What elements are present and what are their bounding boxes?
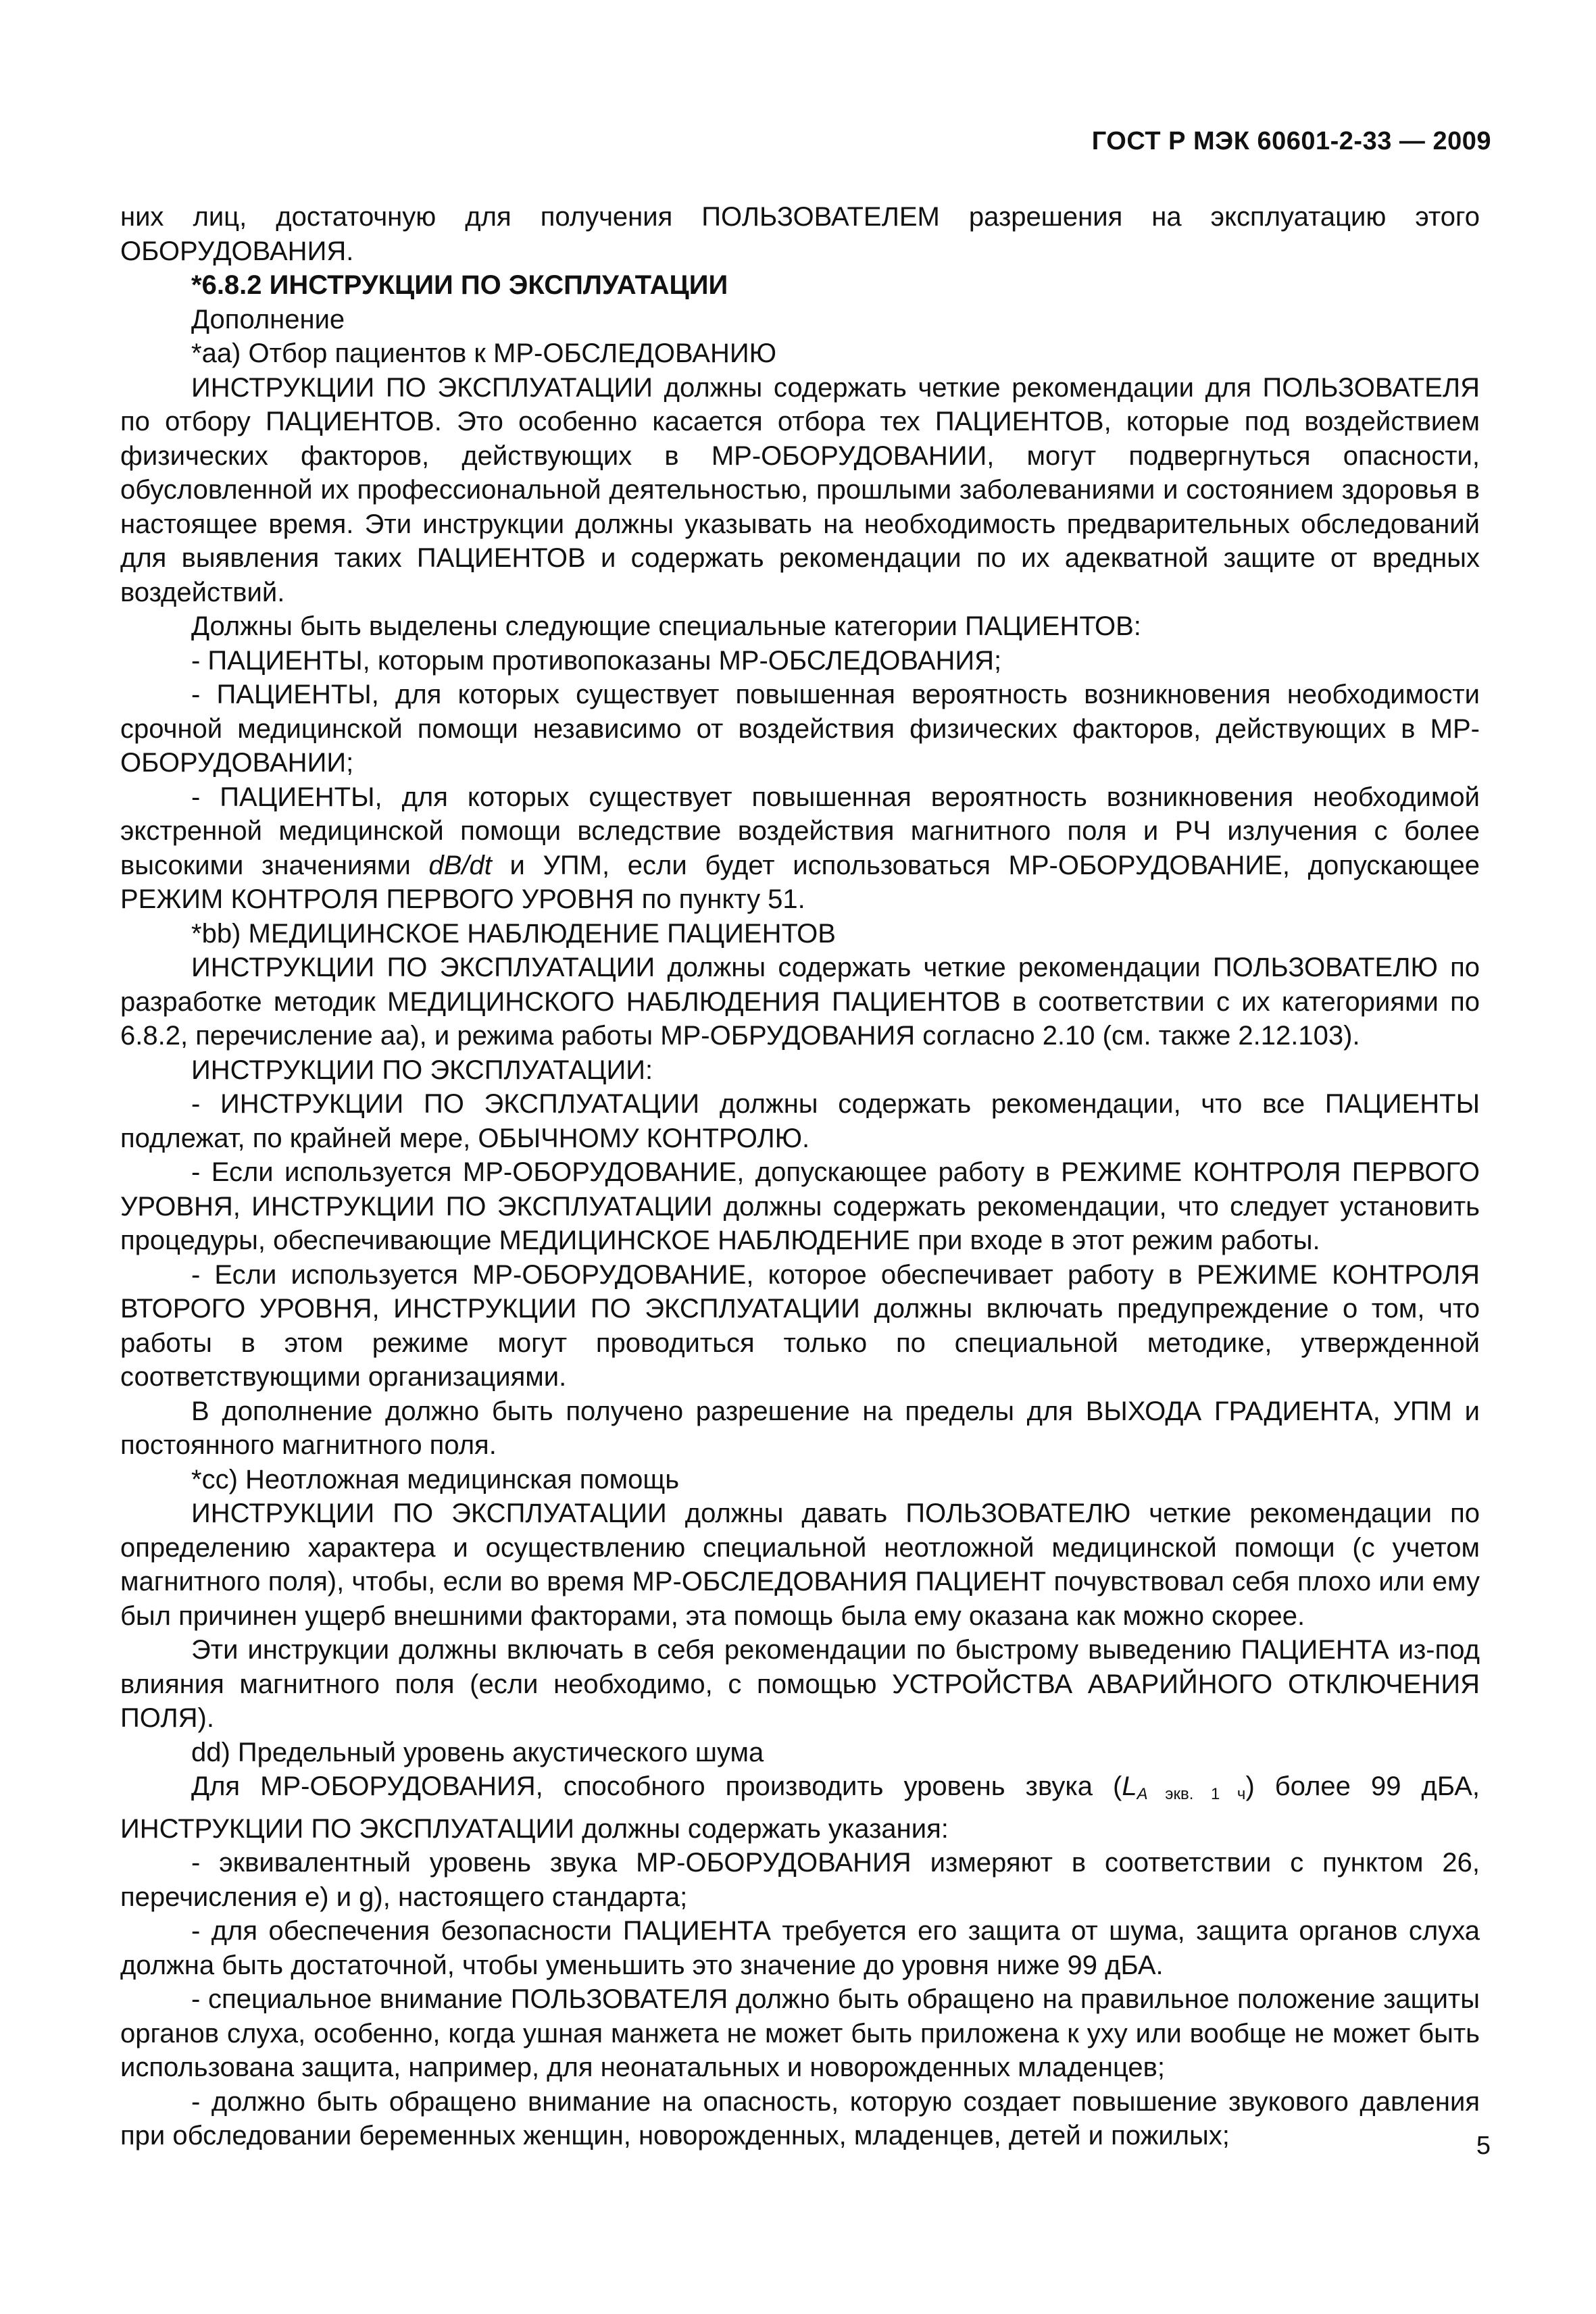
- document-header: ГОСТ Р МЭК 60601-2-33 — 2009: [1091, 127, 1491, 155]
- list-item: - Если используется МР-ОБОРУДОВАНИЕ, допускающее работу в РЕЖИМЕ КОНТРОЛЯ ПЕРВОГО УРОВНЯ, ИНСТРУКЦИИ ПО ЭКСПЛУАТАЦИИ должны содержать рекомендации, что следует установить процедуры, обеспечивающие МЕДИЦИНСКОЕ НАБЛЮДЕНИЕ при входе в этот режим работы.: [120, 1157, 1480, 1255]
- formula-l: L: [1122, 1771, 1137, 1801]
- page-number: 5: [1476, 2132, 1491, 2160]
- list-item: [120, 780, 1480, 917]
- list-item: - ИНСТРУКЦИИ ПО ЭКСПЛУАТАЦИИ должны содержать рекомендации, что все ПАЦИЕНТЫ подлежат, по крайней мере, ОБЫЧНОМУ КОНТРОЛЮ.: [120, 1089, 1480, 1153]
- subsection-title: *сс) Неотложная медицинская помощь: [191, 1464, 680, 1494]
- document-body: [120, 200, 1480, 2153]
- paragraph: ИНСТРУКЦИИ ПО ЭКСПЛУАТАЦИИ должны содержать четкие рекомендации для ПОЛЬЗОВАТЕЛЯ по отбору ПАЦИЕНТОВ. Это особенно касается отбора тех ПАЦИЕНТОВ, которые под воздействием физических факторов, действующих в МР-ОБОРУДОВАНИИ, могут подвергнуться опасности, обусловленной их профессиональной деятельностью, прошлыми заболеваниями и состоянием здоровья в настоящее время. Эти инструкции должны указывать на необходимость предварительных обследований для выявления таких ПАЦИЕНТОВ и содержать рекомендации по их адекватной защите от вредных воздействий.: [120, 372, 1480, 607]
- text-run: и УПМ, если будет использоваться МР-ОБОРУДОВАНИЕ, допускающее РЕЖИМ КОНТРОЛЯ ПЕРВОГО УРОВНЯ по пункту 51.: [120, 850, 1480, 914]
- list-item: - Если используется МР-ОБОРУДОВАНИЕ, которое обеспечивает работу в РЕЖИМЕ КОНТРОЛЯ ВТОРОГО УРОВНЯ, ИНСТРУКЦИИ ПО ЭКСПЛУАТАЦИИ должны включать предупреждение о том, что работы в этом режиме могут проводиться только по специальной методике, утвержденной соответствующими организациями.: [120, 1259, 1480, 1392]
- paragraph: ИНСТРУКЦИИ ПО ЭКСПЛУАТАЦИИ должны давать ПОЛЬЗОВАТЕЛЮ четкие рекомендации по определению характера и осуществлению специальной неотложной медицинской помощи (с учетом магнитного поля), чтобы, если во время МР-ОБСЛЕДОВАНИЯ ПАЦИЕНТ почувствовал себя плохо или ему был причинен ущерб внешними факторами, эта помощь была ему оказана как можно скорее.: [120, 1499, 1480, 1631]
- list-item: - эквивалентный уровень звука МР-ОБОРУДОВАНИЯ измеряют в соответствии с пунктом 26, перечисления е) и g), настоящего стандарта;: [120, 1848, 1480, 1912]
- list-item: - ПАЦИЕНТЫ, для которых существует повышенная вероятность возникновения необходимости срочной медицинской помощи независимо от воздействия физических факторов, действующих в МР-ОБОРУДОВАНИИ;: [120, 680, 1480, 778]
- paragraph: В дополнение должно быть получено разрешение на пределы для ВЫХОДА ГРАДИЕНТА, УПМ и постоянного магнитного поля.: [120, 1396, 1480, 1460]
- subsection-title: dd) Предельный уровень акустического шума: [191, 1737, 764, 1767]
- paragraph: ИНСТРУКЦИИ ПО ЭКСПЛУАТАЦИИ должны содержать четкие рекомендации ПОЛЬЗОВАТЕЛЮ по разработке методик МЕДИЦИНСКОГО НАБЛЮДЕНИЯ ПАЦИЕНТОВ в соответствии с их категориями по 6.8.2, перечисление аа), и режима работы МР-ОБРУДОВАНИЯ согласно 2.10 (см. также 2.12.103).: [120, 953, 1480, 1051]
- paragraph: Должны быть выделены следующие специальные категории ПАЦИЕНТОВ:: [191, 611, 1141, 641]
- paragraph: Дополнение: [191, 304, 345, 334]
- formula-subscript-text: экв. 1 ч: [1147, 1785, 1246, 1803]
- formula-subscript-a: A: [1137, 1785, 1148, 1803]
- paragraph: Эти инструкции должны включать в себя рекомендации по быстрому выведению ПАЦИЕНТА из-под влияния магнитного поля (если необходимо, с помощью УСТРОЙСТВА АВАРИЙНОГО ОТКЛЮЧЕНИЯ ПОЛЯ).: [120, 1635, 1480, 1733]
- list-item: - специальное внимание ПОЛЬЗОВАТЕЛЯ должно быть обращено на правильное положение защиты органов слуха, особенно, когда ушная манжета не может быть приложена к уху или вообще не может быть использована защита, например, для неонатальных и новорожденных младенцев;: [120, 1984, 1480, 2082]
- list-item: - должно быть обращено внимание на опасность, которую создает повышение звукового давления при обследовании беременных женщин, новорожденных, младенцев, детей и пожилых;: [120, 2086, 1480, 2150]
- text-run: Для МР-ОБОРУДОВАНИЯ, способного производить уровень звука (: [191, 1771, 1122, 1801]
- formula-subscript: [1137, 1785, 1246, 1803]
- paragraph: них лиц, достаточную для получения ПОЛЬЗОВАТЕЛЕМ разрешения на эксплуатацию этого ОБОРУДОВАНИЯ.: [120, 202, 1480, 266]
- formula-dbdt: dB/dt: [428, 850, 492, 880]
- subsection-title: *bb) МЕДИЦИНСКОЕ НАБЛЮДЕНИЕ ПАЦИЕНТОВ: [191, 918, 836, 949]
- list-item: - ПАЦИЕНТЫ, которым противопоказаны МР-ОБСЛЕДОВАНИЯ;: [191, 645, 1002, 676]
- paragraph: [120, 1769, 1480, 1846]
- subsection-title: *аа) Отбор пациентов к МР-ОБСЛЕДОВАНИЮ: [191, 338, 777, 368]
- text-run: - ПАЦИЕНТЫ, для которых существует повышенная вероятность возникновения необходимой экстренной медицинской помощи вследствие воздействия магнитного поля и РЧ излучения с более высокими значениями: [120, 782, 1480, 880]
- text-run: ) более 99 дБА, ИНСТРУКЦИИ ПО ЭКСПЛУАТАЦИИ должны содержать указания:: [120, 1771, 1480, 1844]
- section-heading: *6.8.2 ИНСТРУКЦИИ ПО ЭКСПЛУАТАЦИИ: [191, 270, 728, 300]
- paragraph: ИНСТРУКЦИИ ПО ЭКСПЛУАТАЦИИ:: [191, 1055, 653, 1085]
- list-item: - для обеспечения безопасности ПАЦИЕНТА требуется его защита от шума, защита органов слуха должна быть достаточной, чтобы уменьшить это значение до уровня ниже 99 дБА.: [120, 1916, 1480, 1980]
